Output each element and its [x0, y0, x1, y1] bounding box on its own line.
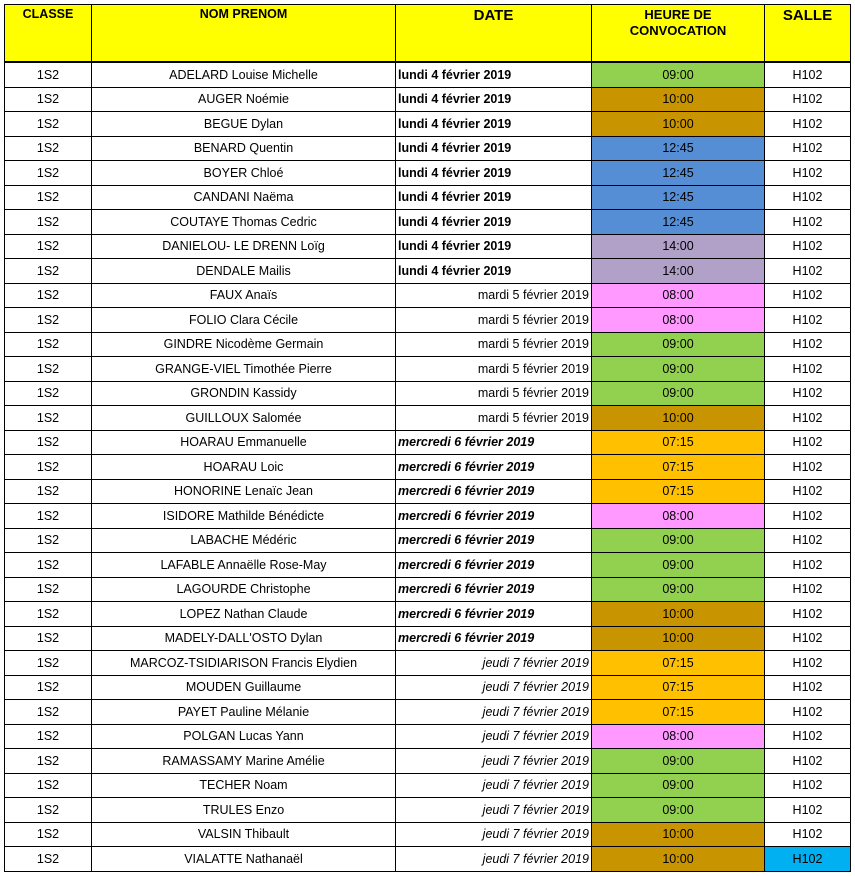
cell-heure: 09:00 [592, 381, 765, 406]
cell-nom-prenom: DENDALE Mailis [92, 259, 396, 284]
table-row [5, 234, 851, 259]
cell-salle: H102 [765, 308, 851, 333]
table-row [5, 822, 851, 847]
cell-date: lundi 4 février 2019 [396, 161, 592, 186]
table-row [5, 749, 851, 774]
cell-date: jeudi 7 février 2019 [396, 822, 592, 847]
cell-nom-prenom: MARCOZ-TSIDIARISON Francis Elydien [92, 651, 396, 676]
cell-heure: 12:45 [592, 161, 765, 186]
cell-date: mercredi 6 février 2019 [396, 577, 592, 602]
cell-salle: H102 [765, 161, 851, 186]
cell-heure: 09:00 [592, 773, 765, 798]
cell-date: lundi 4 février 2019 [396, 136, 592, 161]
cell-salle: H102 [765, 700, 851, 725]
cell-date: jeudi 7 février 2019 [396, 749, 592, 774]
cell-salle: H102 [765, 406, 851, 431]
cell-heure: 08:00 [592, 724, 765, 749]
table-row [5, 700, 851, 725]
cell-date: lundi 4 février 2019 [396, 87, 592, 112]
cell-classe: 1S2 [5, 332, 92, 357]
cell-heure: 14:00 [592, 234, 765, 259]
table-row [5, 185, 851, 210]
cell-nom-prenom: TRULES Enzo [92, 798, 396, 823]
table-row [5, 847, 851, 872]
table-row [5, 773, 851, 798]
header-date: DATE [396, 5, 592, 63]
cell-salle: H102 [765, 577, 851, 602]
table-row [5, 651, 851, 676]
cell-nom-prenom: FOLIO Clara Cécile [92, 308, 396, 333]
cell-nom-prenom: POLGAN Lucas Yann [92, 724, 396, 749]
cell-heure: 10:00 [592, 602, 765, 627]
cell-nom-prenom: PAYET Pauline Mélanie [92, 700, 396, 725]
cell-salle: H102 [765, 724, 851, 749]
cell-classe: 1S2 [5, 259, 92, 284]
cell-nom-prenom: MADELY-DALL'OSTO Dylan [92, 626, 396, 651]
header-heure-line2: CONVOCATION [629, 23, 727, 38]
cell-classe: 1S2 [5, 773, 92, 798]
cell-nom-prenom: LOPEZ Nathan Claude [92, 602, 396, 627]
cell-salle: H102 [765, 822, 851, 847]
table-row [5, 308, 851, 333]
table-row [5, 577, 851, 602]
table-row [5, 626, 851, 651]
cell-heure: 09:00 [592, 553, 765, 578]
cell-date: jeudi 7 février 2019 [396, 651, 592, 676]
cell-classe: 1S2 [5, 528, 92, 553]
cell-heure: 09:00 [592, 749, 765, 774]
header-salle: SALLE [765, 5, 851, 63]
cell-date: jeudi 7 février 2019 [396, 675, 592, 700]
cell-heure: 07:15 [592, 700, 765, 725]
cell-classe: 1S2 [5, 136, 92, 161]
cell-date: lundi 4 février 2019 [396, 112, 592, 137]
cell-nom-prenom: BOYER Chloé [92, 161, 396, 186]
cell-date: mardi 5 février 2019 [396, 406, 592, 431]
cell-date: mardi 5 février 2019 [396, 332, 592, 357]
cell-classe: 1S2 [5, 822, 92, 847]
cell-nom-prenom: VALSIN Thibault [92, 822, 396, 847]
cell-salle: H102 [765, 553, 851, 578]
cell-heure: 10:00 [592, 822, 765, 847]
cell-classe: 1S2 [5, 62, 92, 87]
cell-salle: H102 [765, 136, 851, 161]
cell-salle: H102 [765, 283, 851, 308]
cell-heure: 09:00 [592, 62, 765, 87]
cell-nom-prenom: FAUX Anaïs [92, 283, 396, 308]
cell-date: lundi 4 février 2019 [396, 62, 592, 87]
cell-heure: 08:00 [592, 308, 765, 333]
cell-heure: 09:00 [592, 528, 765, 553]
cell-date: jeudi 7 février 2019 [396, 700, 592, 725]
cell-date: mercredi 6 février 2019 [396, 479, 592, 504]
cell-salle: H102 [765, 210, 851, 235]
cell-classe: 1S2 [5, 234, 92, 259]
cell-date: lundi 4 février 2019 [396, 234, 592, 259]
cell-salle: H102 [765, 479, 851, 504]
cell-date: mercredi 6 février 2019 [396, 553, 592, 578]
cell-heure: 09:00 [592, 798, 765, 823]
cell-nom-prenom: LAGOURDE Christophe [92, 577, 396, 602]
table-row [5, 87, 851, 112]
cell-salle: H102 [765, 773, 851, 798]
cell-salle: H102 [765, 504, 851, 529]
table-row [5, 381, 851, 406]
header-heure-convocation [592, 5, 765, 63]
cell-classe: 1S2 [5, 724, 92, 749]
cell-date: jeudi 7 février 2019 [396, 724, 592, 749]
cell-date: mercredi 6 février 2019 [396, 455, 592, 480]
cell-heure: 10:00 [592, 87, 765, 112]
cell-classe: 1S2 [5, 626, 92, 651]
cell-salle: H102 [765, 528, 851, 553]
cell-heure: 10:00 [592, 406, 765, 431]
cell-heure: 10:00 [592, 626, 765, 651]
cell-date: jeudi 7 février 2019 [396, 773, 592, 798]
table-row [5, 161, 851, 186]
cell-date: lundi 4 février 2019 [396, 259, 592, 284]
cell-date: mercredi 6 février 2019 [396, 626, 592, 651]
cell-nom-prenom: RAMASSAMY Marine Amélie [92, 749, 396, 774]
cell-date: mardi 5 février 2019 [396, 381, 592, 406]
cell-heure: 14:00 [592, 259, 765, 284]
cell-nom-prenom: MOUDEN Guillaume [92, 675, 396, 700]
cell-classe: 1S2 [5, 357, 92, 382]
cell-classe: 1S2 [5, 283, 92, 308]
table-row [5, 724, 851, 749]
cell-nom-prenom: BEGUE Dylan [92, 112, 396, 137]
table-row [5, 430, 851, 455]
cell-heure: 08:00 [592, 283, 765, 308]
cell-classe: 1S2 [5, 651, 92, 676]
cell-nom-prenom: CANDANI Naëma [92, 185, 396, 210]
cell-heure: 09:00 [592, 577, 765, 602]
cell-nom-prenom: HOARAU Emmanuelle [92, 430, 396, 455]
cell-date: jeudi 7 février 2019 [396, 798, 592, 823]
cell-date: mardi 5 février 2019 [396, 283, 592, 308]
cell-classe: 1S2 [5, 406, 92, 431]
cell-classe: 1S2 [5, 577, 92, 602]
cell-salle: H102 [765, 87, 851, 112]
cell-classe: 1S2 [5, 602, 92, 627]
table-row [5, 798, 851, 823]
cell-salle: H102 [765, 675, 851, 700]
cell-salle: H102 [765, 651, 851, 676]
cell-nom-prenom: LABACHE Médéric [92, 528, 396, 553]
cell-date: lundi 4 février 2019 [396, 185, 592, 210]
cell-classe: 1S2 [5, 308, 92, 333]
cell-salle: H102 [765, 62, 851, 87]
table-row [5, 332, 851, 357]
cell-heure: 10:00 [592, 112, 765, 137]
cell-heure: 08:00 [592, 504, 765, 529]
cell-heure: 12:45 [592, 136, 765, 161]
table-row [5, 479, 851, 504]
cell-heure: 07:15 [592, 675, 765, 700]
cell-classe: 1S2 [5, 210, 92, 235]
cell-nom-prenom: DANIELOU- LE DRENN Loïg [92, 234, 396, 259]
cell-nom-prenom: GRONDIN Kassidy [92, 381, 396, 406]
cell-classe: 1S2 [5, 504, 92, 529]
table-row [5, 283, 851, 308]
cell-date: mardi 5 février 2019 [396, 357, 592, 382]
table-row [5, 675, 851, 700]
table-row [5, 602, 851, 627]
cell-classe: 1S2 [5, 700, 92, 725]
table-row [5, 406, 851, 431]
cell-salle: H102 [765, 332, 851, 357]
cell-date: mercredi 6 février 2019 [396, 602, 592, 627]
header-classe: CLASSE [5, 5, 92, 63]
table-body [5, 62, 851, 871]
table-row [5, 62, 851, 87]
cell-nom-prenom: BENARD Quentin [92, 136, 396, 161]
cell-salle: H102 [765, 357, 851, 382]
cell-salle: H102 [765, 381, 851, 406]
cell-salle: H102 [765, 455, 851, 480]
header-nom-prenom: NOM PRENOM [92, 5, 396, 63]
cell-salle: H102 [765, 847, 851, 872]
cell-classe: 1S2 [5, 112, 92, 137]
cell-date: lundi 4 février 2019 [396, 210, 592, 235]
cell-heure: 07:15 [592, 479, 765, 504]
cell-heure: 12:45 [592, 210, 765, 235]
cell-nom-prenom: GINDRE Nicodème Germain [92, 332, 396, 357]
cell-classe: 1S2 [5, 161, 92, 186]
cell-classe: 1S2 [5, 553, 92, 578]
cell-date: mercredi 6 février 2019 [396, 528, 592, 553]
table-row [5, 357, 851, 382]
cell-salle: H102 [765, 749, 851, 774]
cell-heure: 07:15 [592, 455, 765, 480]
header-row [5, 5, 851, 63]
cell-nom-prenom: GRANGE-VIEL Timothée Pierre [92, 357, 396, 382]
cell-nom-prenom: TECHER Noam [92, 773, 396, 798]
cell-classe: 1S2 [5, 87, 92, 112]
cell-heure: 09:00 [592, 357, 765, 382]
table-row [5, 455, 851, 480]
cell-heure: 07:15 [592, 651, 765, 676]
cell-salle: H102 [765, 430, 851, 455]
cell-salle: H102 [765, 259, 851, 284]
table-header [5, 5, 851, 63]
table-row [5, 504, 851, 529]
table-row [5, 210, 851, 235]
cell-heure: 12:45 [592, 185, 765, 210]
table-row [5, 528, 851, 553]
cell-nom-prenom: ADELARD Louise Michelle [92, 62, 396, 87]
cell-heure: 07:15 [592, 430, 765, 455]
cell-classe: 1S2 [5, 455, 92, 480]
table-row [5, 259, 851, 284]
cell-nom-prenom: LAFABLE Annaëlle Rose-May [92, 553, 396, 578]
cell-classe: 1S2 [5, 675, 92, 700]
cell-date: jeudi 7 février 2019 [396, 847, 592, 872]
table-row [5, 112, 851, 137]
table-row [5, 553, 851, 578]
cell-salle: H102 [765, 626, 851, 651]
cell-heure: 10:00 [592, 847, 765, 872]
cell-nom-prenom: VIALATTE Nathanaël [92, 847, 396, 872]
cell-nom-prenom: HOARAU Loic [92, 455, 396, 480]
cell-classe: 1S2 [5, 847, 92, 872]
table-row [5, 136, 851, 161]
cell-date: mardi 5 février 2019 [396, 308, 592, 333]
cell-salle: H102 [765, 112, 851, 137]
cell-classe: 1S2 [5, 381, 92, 406]
cell-nom-prenom: GUILLOUX Salomée [92, 406, 396, 431]
cell-classe: 1S2 [5, 185, 92, 210]
cell-classe: 1S2 [5, 798, 92, 823]
header-heure-line1: HEURE DE [644, 7, 712, 22]
cell-nom-prenom: COUTAYE Thomas Cedric [92, 210, 396, 235]
cell-heure: 09:00 [592, 332, 765, 357]
cell-nom-prenom: HONORINE Lenaïc Jean [92, 479, 396, 504]
cell-classe: 1S2 [5, 430, 92, 455]
cell-salle: H102 [765, 798, 851, 823]
cell-nom-prenom: AUGER Noémie [92, 87, 396, 112]
cell-date: mercredi 6 février 2019 [396, 430, 592, 455]
cell-salle: H102 [765, 602, 851, 627]
cell-nom-prenom: ISIDORE Mathilde Bénédicte [92, 504, 396, 529]
cell-classe: 1S2 [5, 749, 92, 774]
cell-date: mercredi 6 février 2019 [396, 504, 592, 529]
cell-classe: 1S2 [5, 479, 92, 504]
convocation-table [4, 4, 851, 872]
cell-salle: H102 [765, 234, 851, 259]
cell-salle: H102 [765, 185, 851, 210]
